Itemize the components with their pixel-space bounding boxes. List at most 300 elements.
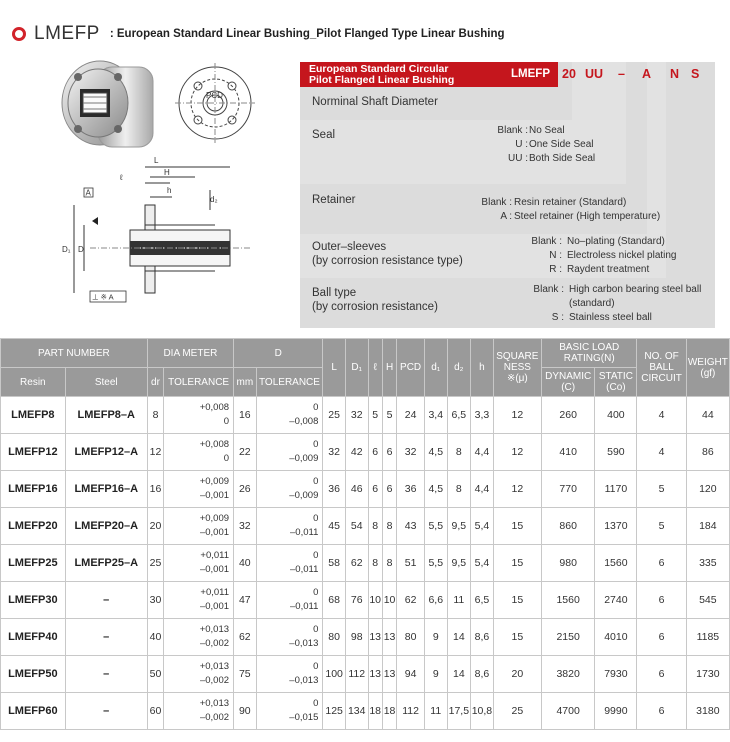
ball-type-title-2: (by corrosion resistance) [312, 301, 438, 313]
weight-cell: 545 [686, 582, 729, 619]
weight-cell: 3180 [686, 693, 729, 730]
d1-flange-cell: 42 [345, 434, 368, 471]
d-cell: 47 [234, 582, 257, 619]
l-cell: 32 [323, 434, 346, 471]
ell-cell: 6 [368, 434, 382, 471]
th-h-upper: H [382, 339, 396, 397]
resin-cell: LMEFP12 [1, 434, 66, 471]
static-cell: 7930 [595, 656, 637, 693]
d-tolerance-cell [256, 545, 323, 582]
static-cell: 400 [595, 397, 637, 434]
static-cell: 590 [595, 434, 637, 471]
d2-cell: 9,5 [447, 545, 471, 582]
static-cell: 1560 [595, 545, 637, 582]
d-cell: 32 [234, 508, 257, 545]
tolerance-upper: 0 [313, 698, 319, 709]
table-body [1, 397, 730, 730]
dr-cell: 25 [147, 545, 163, 582]
th-d: D [234, 339, 323, 368]
d1-cell: 3,4 [424, 397, 447, 434]
weight-cell: 1730 [686, 656, 729, 693]
dynamic-cell: 3820 [541, 656, 594, 693]
weight-cell: 1185 [686, 619, 729, 656]
ball-opt-text: Stainless steel ball [569, 312, 652, 323]
table-row [1, 471, 730, 508]
dynamic-cell: 410 [541, 434, 594, 471]
code-seg-dash: – [618, 67, 625, 81]
h-lower-cell: 5,4 [471, 508, 494, 545]
h-upper-cell: 13 [382, 656, 396, 693]
side-view [62, 156, 250, 302]
th-basic-load-2: RATING(N) [563, 353, 615, 364]
steel-cell: LMEFP20–A [65, 508, 147, 545]
weight-cell: 44 [686, 397, 729, 434]
table-row [1, 656, 730, 693]
tolerance-upper: 0 [313, 513, 319, 524]
l-cell: 125 [323, 693, 346, 730]
code-title-band [300, 62, 558, 87]
d1-cell: 4,5 [424, 471, 447, 508]
th-basic-load [541, 339, 636, 368]
tolerance-lower: –0,009 [289, 490, 319, 501]
dr-tolerance-cell [164, 582, 234, 619]
th-squareness [493, 339, 541, 397]
d2-cell: 14 [447, 656, 471, 693]
ell-cell: 18 [368, 693, 382, 730]
th-squareness-2: NESS [503, 362, 531, 373]
h-upper-cell: 13 [382, 619, 396, 656]
th-pcd: PCD [397, 339, 425, 397]
squareness-cell: 12 [493, 434, 541, 471]
tolerance-lower: 0 [223, 453, 230, 464]
pcd-cell: 43 [397, 508, 425, 545]
tolerance-lower: –0,011 [290, 527, 319, 538]
pcd-cell: 112 [397, 693, 425, 730]
seal-opt-key: UU : [508, 153, 528, 164]
code-seg-seal: UU [585, 67, 604, 81]
shaft-diameter-title: Norminal Shaft Diameter [312, 96, 438, 108]
th-dia-meter: DIA METER [147, 339, 233, 368]
th-squareness-1: SQUARE [496, 351, 539, 362]
ell-cell: 6 [368, 471, 382, 508]
th-weight-2: (gf) [700, 367, 716, 379]
th-ball-circuit-2: BALL [649, 362, 674, 373]
tolerance-upper: +0,009 [199, 513, 230, 524]
squareness-cell: 12 [493, 397, 541, 434]
seal-title: Seal [312, 129, 336, 141]
th-l: L [323, 339, 346, 397]
d1-cell: 11 [424, 693, 447, 730]
th-static-1: STATIC [598, 371, 633, 382]
ell-cell: 8 [368, 545, 382, 582]
ball-opt-text: (standard) [569, 298, 615, 309]
band-line2: Pilot Flanged Linear Bushing [309, 74, 455, 86]
d-cell: 26 [234, 471, 257, 508]
l-cell: 36 [323, 471, 346, 508]
d1-flange-cell: 54 [345, 508, 368, 545]
steel-cell: LMEFP8–A [65, 397, 147, 434]
ball-circuit-cell: 5 [637, 508, 686, 545]
ball-circuit-cell: 5 [637, 471, 686, 508]
th-mm: mm [234, 368, 257, 397]
code-seg-sleeve: N [670, 67, 680, 81]
tolerance-lower: –0,013 [289, 638, 319, 649]
d1-flange-cell: 134 [345, 693, 368, 730]
retainer-opt-key: A : [500, 211, 512, 222]
steel-cell: LMEFP16–A [65, 471, 147, 508]
dr-tolerance-cell [164, 397, 234, 434]
h-upper-cell: 18 [382, 693, 396, 730]
resin-cell: LMEFP16 [1, 471, 66, 508]
specification-table [0, 338, 730, 730]
h-upper-cell: 5 [382, 397, 396, 434]
ell-cell: 5 [368, 397, 382, 434]
l-cell: 58 [323, 545, 346, 582]
dr-cell: 40 [147, 619, 163, 656]
static-cell: 1170 [595, 471, 637, 508]
dr-cell: 12 [147, 434, 163, 471]
dynamic-cell: 4700 [541, 693, 594, 730]
tolerance-upper: +0,009 [199, 476, 230, 487]
dynamic-cell: 1560 [541, 582, 594, 619]
d2-dim-label: d₂ [210, 195, 218, 204]
d-tolerance-cell [256, 397, 323, 434]
resin-cell: LMEFP8 [1, 397, 66, 434]
d1-cell: 5,5 [424, 545, 447, 582]
resin-cell: LMEFP30 [1, 582, 66, 619]
seal-opt-text: No Seal [529, 125, 565, 136]
d1-cell: 4,5 [424, 434, 447, 471]
dr-cell: 60 [147, 693, 163, 730]
tolerance-lower: –0,015 [289, 712, 319, 723]
d-tolerance-cell [256, 434, 323, 471]
tolerance-upper: 0 [313, 476, 319, 487]
static-cell: 9990 [595, 693, 637, 730]
dr-cell: 50 [147, 656, 163, 693]
d1-flange-cell: 46 [345, 471, 368, 508]
sleeve-opt-key: Blank : [531, 236, 562, 247]
drawing-svg [50, 55, 285, 315]
d1-dim-label: D₁ [62, 245, 71, 254]
ell-cell: 8 [368, 508, 382, 545]
dr-tolerance-cell [164, 508, 234, 545]
squareness-cell: 15 [493, 508, 541, 545]
retainer-opt-text: Steel retainer (High temperature) [514, 211, 661, 222]
dynamic-cell: 980 [541, 545, 594, 582]
table-row [1, 619, 730, 656]
ell-dim-label: ℓ [120, 173, 123, 182]
th-weight [686, 339, 729, 397]
tolerance-lower: –0,001 [199, 490, 230, 501]
th-squareness-3: ※(μ) [506, 373, 528, 384]
resin-cell: LMEFP20 [1, 508, 66, 545]
steel-cell: LMEFP12–A [65, 434, 147, 471]
h-upper-cell: 8 [382, 508, 396, 545]
th-dynamic-1: DYNAMIC [545, 371, 592, 382]
squareness-cell: 20 [493, 656, 541, 693]
dr-tolerance-cell [164, 434, 234, 471]
tolerance-lower: –0,013 [289, 675, 319, 686]
th-dynamic-2: (C) [561, 382, 576, 393]
static-cell: 4010 [595, 619, 637, 656]
dynamic-cell: 260 [541, 397, 594, 434]
th-static-2: (Co) [606, 382, 626, 393]
tolerance-lower: –0,001 [199, 527, 230, 538]
d1-flange-cell: 62 [345, 545, 368, 582]
table-row [1, 397, 730, 434]
weight-cell: 184 [686, 508, 729, 545]
d-tolerance-cell [256, 471, 323, 508]
title-row [12, 22, 505, 46]
squareness-cell: 12 [493, 471, 541, 508]
th-steel: Steel [65, 368, 147, 397]
th-dr: dr [147, 368, 163, 397]
d2-cell: 6,5 [447, 397, 471, 434]
pcd-cell: 94 [397, 656, 425, 693]
tolerance-frame: ⊥ ※ A [92, 292, 114, 302]
l-cell: 68 [323, 582, 346, 619]
th-static [595, 368, 637, 397]
d1-flange-cell: 112 [345, 656, 368, 693]
dr-tolerance-cell [164, 693, 234, 730]
resin-cell: LMEFP40 [1, 619, 66, 656]
pcd-cell: 51 [397, 545, 425, 582]
sleeve-opt-text: No–plating (Standard) [567, 236, 665, 247]
static-cell: 1370 [595, 508, 637, 545]
th-d1: d₁ [424, 339, 447, 397]
tolerance-upper: 0 [313, 624, 319, 635]
ell-cell: 13 [368, 656, 382, 693]
d2-cell: 8 [447, 434, 471, 471]
d-tolerance-cell [256, 656, 323, 693]
pcd-cell: 62 [397, 582, 425, 619]
ball-circuit-cell: 6 [637, 619, 686, 656]
retainer-opt-text: Resin retainer (Standard) [514, 197, 627, 208]
squareness-cell: 25 [493, 693, 541, 730]
weight-cell: 120 [686, 471, 729, 508]
th-basic-load-1: BASIC LOAD [559, 342, 620, 353]
squareness-cell: 15 [493, 545, 541, 582]
pcd-label: PCD [206, 91, 223, 100]
ball-opt-key: Blank : [533, 284, 564, 295]
th-h-lower: h [471, 339, 494, 397]
h-lower-cell: 4,4 [471, 471, 494, 508]
table-row [1, 508, 730, 545]
outer-sleeves-title-2: (by corrosion resistance type) [312, 255, 463, 267]
seal-opt-text: Both Side Seal [529, 153, 596, 164]
d1-cell: 9 [424, 656, 447, 693]
d1-flange-cell: 98 [345, 619, 368, 656]
retainer-title: Retainer [312, 194, 356, 206]
resin-cell: LMEFP60 [1, 693, 66, 730]
h-upper-cell: 6 [382, 471, 396, 508]
d2-cell: 8 [447, 471, 471, 508]
tolerance-lower: –0,011 [290, 601, 319, 612]
dr-tolerance-cell [164, 656, 234, 693]
tolerance-upper: +0,013 [199, 661, 230, 672]
pcd-cell: 80 [397, 619, 425, 656]
ordering-code-chart [300, 62, 715, 328]
dr-tolerance-cell [164, 619, 234, 656]
tolerance-upper: +0,008 [199, 439, 230, 450]
ball-circuit-cell: 6 [637, 656, 686, 693]
tolerance-upper: +0,013 [199, 624, 230, 635]
datum-a-label: A [85, 188, 91, 198]
seal-opt-key: U : [515, 139, 528, 150]
d2-cell: 17,5 [447, 693, 471, 730]
sleeve-opt-key: N : [549, 250, 562, 261]
l-dim-label: L [154, 156, 159, 165]
h-upper-cell: 10 [382, 582, 396, 619]
tolerance-lower: –0,002 [199, 712, 230, 723]
th-ball-circuit-1: NO. OF [644, 351, 679, 362]
tolerance-upper: +0,013 [199, 698, 230, 709]
code-seg-size: 20 [562, 67, 576, 81]
steel-cell: – [65, 619, 147, 656]
page-subtitle: : European Standard Linear Bushing_Pilot Flanged Type Linear Bushing [109, 28, 505, 40]
d-dim-label: D [78, 245, 84, 254]
squareness-cell: 15 [493, 619, 541, 656]
ball-circuit-cell: 6 [637, 582, 686, 619]
d1-cell: 9 [424, 619, 447, 656]
h-lower-cell: 8,6 [471, 656, 494, 693]
table-row [1, 582, 730, 619]
dr-tolerance-cell [164, 545, 234, 582]
tolerance-lower: –0,002 [199, 638, 230, 649]
code-seg-retainer: A [642, 67, 652, 81]
h-lower-cell: 5,4 [471, 545, 494, 582]
l-cell: 80 [323, 619, 346, 656]
resin-cell: LMEFP50 [1, 656, 66, 693]
h-upper-cell: 8 [382, 545, 396, 582]
band-model-code: LMEFP [511, 68, 550, 80]
tolerance-lower: 0 [223, 416, 230, 427]
th-weight-1: WEIGHT [687, 356, 728, 368]
tolerance-upper: 0 [313, 661, 319, 672]
d2-cell: 9,5 [447, 508, 471, 545]
d1-cell: 5,5 [424, 508, 447, 545]
tolerance-upper: +0,011 [200, 587, 230, 598]
seal-opt-key: Blank : [497, 125, 528, 136]
code-seg-ball: S [691, 67, 700, 81]
ball-circuit-cell: 4 [637, 434, 686, 471]
ball-opt-key: S : [551, 312, 564, 323]
d-cell: 40 [234, 545, 257, 582]
d-tolerance-cell [256, 508, 323, 545]
band-line1: European Standard Circular [309, 63, 449, 75]
retainer-opt-key: Blank : [481, 197, 512, 208]
d-tolerance-cell [256, 582, 323, 619]
dr-cell: 16 [147, 471, 163, 508]
l-cell: 100 [323, 656, 346, 693]
th-d1-flange: D₁ [345, 339, 368, 397]
th-d-tolerance: TOLERANCE [256, 368, 323, 397]
tolerance-lower: –0,001 [199, 564, 230, 575]
steel-cell: – [65, 693, 147, 730]
dr-tolerance-cell [164, 471, 234, 508]
d-cell: 75 [234, 656, 257, 693]
h-lower-cell: 8,6 [471, 619, 494, 656]
d2-cell: 14 [447, 619, 471, 656]
d1-flange-cell: 76 [345, 582, 368, 619]
table-row [1, 545, 730, 582]
tolerance-lower: –0,008 [289, 416, 319, 427]
squareness-cell: 15 [493, 582, 541, 619]
weight-cell: 86 [686, 434, 729, 471]
tolerance-upper: 0 [313, 587, 319, 598]
ell-cell: 13 [368, 619, 382, 656]
d-tolerance-cell [256, 619, 323, 656]
dynamic-cell: 2150 [541, 619, 594, 656]
tolerance-upper: 0 [313, 402, 319, 413]
ball-circuit-cell: 4 [637, 397, 686, 434]
bullet-icon [12, 27, 26, 41]
dynamic-cell: 860 [541, 508, 594, 545]
dr-cell: 8 [147, 397, 163, 434]
outer-sleeves-title-1: Outer–sleeves [312, 241, 387, 253]
ball-opt-text: High carbon bearing steel ball [569, 284, 702, 295]
h-lower-cell: 6,5 [471, 582, 494, 619]
static-cell: 2740 [595, 582, 637, 619]
ell-cell: 10 [368, 582, 382, 619]
steel-cell: LMEFP25–A [65, 545, 147, 582]
h-lower-cell: 10,8 [471, 693, 494, 730]
th-ball-circuit-3: CIRCUIT [641, 373, 682, 384]
seal-opt-text: One Side Seal [529, 139, 594, 150]
resin-cell: LMEFP25 [1, 545, 66, 582]
d1-flange-cell: 32 [345, 397, 368, 434]
th-resin: Resin [1, 368, 66, 397]
th-ball-circuit [637, 339, 686, 397]
d-cell: 16 [234, 397, 257, 434]
tolerance-upper: 0 [313, 439, 319, 450]
product-photo [62, 61, 153, 147]
d-cell: 90 [234, 693, 257, 730]
page-title: LMEFP [34, 23, 100, 44]
h-upper-dim-label: H [164, 168, 170, 177]
front-view [175, 63, 255, 143]
product-drawing [50, 55, 285, 315]
tolerance-upper: +0,011 [200, 550, 230, 561]
h-lower-cell: 4,4 [471, 434, 494, 471]
pcd-cell: 36 [397, 471, 425, 508]
dr-cell: 20 [147, 508, 163, 545]
dynamic-cell: 770 [541, 471, 594, 508]
th-ell: ℓ [368, 339, 382, 397]
ball-circuit-cell: 6 [637, 693, 686, 730]
dr-cell: 30 [147, 582, 163, 619]
ball-circuit-cell: 6 [637, 545, 686, 582]
tolerance-upper: 0 [313, 550, 319, 561]
h-upper-cell: 6 [382, 434, 396, 471]
sleeve-opt-text: Electroless nickel plating [567, 250, 677, 261]
d-tolerance-cell [256, 693, 323, 730]
l-cell: 45 [323, 508, 346, 545]
d2-cell: 11 [447, 582, 471, 619]
ball-type-title-1: Ball type [312, 287, 357, 299]
tolerance-lower: –0,001 [199, 601, 230, 612]
steel-cell: – [65, 656, 147, 693]
tolerance-lower: –0,009 [289, 453, 319, 464]
weight-cell: 335 [686, 545, 729, 582]
sleeve-opt-text: Raydent treatment [567, 264, 650, 275]
th-dynamic [541, 368, 594, 397]
table-row [1, 693, 730, 730]
h-lower-dim-label: h [167, 186, 172, 195]
tolerance-lower: –0,002 [199, 675, 230, 686]
th-d2: d₂ [447, 339, 471, 397]
l-cell: 25 [323, 397, 346, 434]
